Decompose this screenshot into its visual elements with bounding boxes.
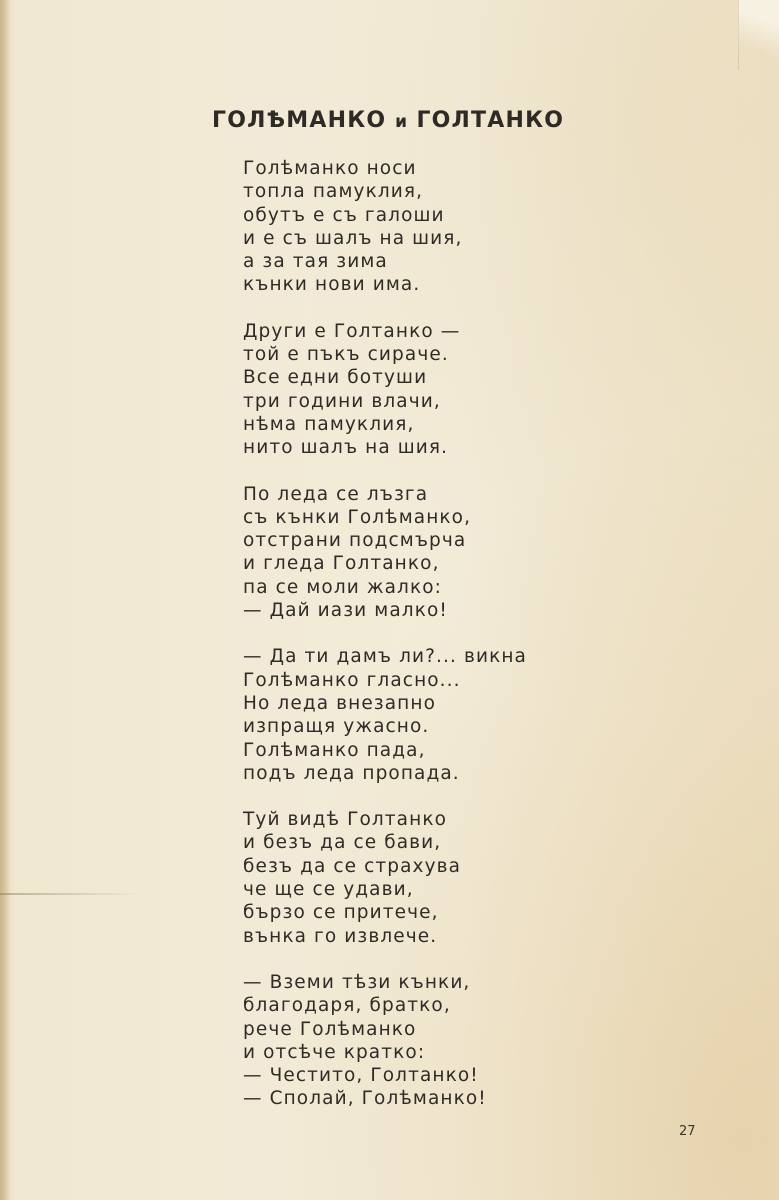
stanza-3 — [243, 483, 573, 623]
poem-line: Голѣманко гласно... — [243, 669, 461, 691]
stanza-1 — [243, 157, 573, 297]
poem-title-part1: ГОЛѢМАНКО — [212, 108, 387, 133]
poem-line: Но леда внезапно — [243, 692, 436, 714]
stanza-5 — [243, 808, 573, 948]
poem-line: топла памуклия, — [243, 181, 424, 203]
poem-body — [243, 157, 573, 1134]
page-spine-shadow — [0, 0, 10, 1200]
poem-line: отстрани подсмърча — [243, 530, 467, 552]
stanza-4 — [243, 645, 573, 785]
poem-line: нѣма памуклия, — [243, 413, 415, 435]
poem-line: три години влачи, — [243, 390, 441, 412]
poem-title — [212, 108, 565, 133]
poem-line: той е пъкъ сираче. — [243, 344, 449, 366]
poem-line: По леда се лъзга — [243, 483, 429, 505]
poem-line: и е съ шалъ на шия, — [243, 227, 463, 249]
poem-line: че ще се удави, — [243, 879, 414, 901]
poem-line: рече Голѣманко — [243, 1018, 417, 1040]
poem-line: Други е Голтанко — — [243, 320, 461, 342]
poem-line: подъ леда пропада. — [243, 762, 460, 784]
poem-line: Туй видѣ Голтанко — [243, 809, 448, 831]
poem-line: вънка го извлече. — [243, 925, 438, 947]
poem-line: — Сполай, Голѣманко! — [243, 1088, 487, 1110]
page-corner-curl — [738, 0, 779, 70]
poem-line: — Дай иази малко! — [243, 600, 448, 622]
poem-line: Голѣманко носи — [243, 158, 417, 179]
poem-line: а за тая зима — [243, 251, 388, 273]
stanza-6 — [243, 971, 573, 1111]
poem-line: благодаря, братко, — [243, 995, 451, 1017]
poem-title-part2: ГОЛТАНКО — [416, 108, 565, 133]
poem-line: — Да ти дамъ ли?... викна — [243, 646, 527, 668]
poem-line: и отсѣче кратко: — [243, 1041, 426, 1063]
poem-line: Все едни ботуши — [243, 367, 428, 389]
poem-line: Голѣманко пада, — [243, 739, 426, 761]
poem-line: па се моли жалко: — [243, 576, 443, 598]
page-number: 27 — [679, 1124, 696, 1139]
poem-line: безъ да се страхува — [243, 855, 462, 877]
poem-line: — Честито, Голтанко! — [243, 1065, 479, 1087]
poem-line: кънки нови има. — [243, 274, 421, 296]
poem-line: — Вземи тѣзи кънки, — [243, 971, 471, 993]
poem-line: и гледа Голтанко, — [243, 553, 440, 575]
poem-line: бързо се притече, — [243, 902, 439, 924]
poem-line: съ кънки Голѣманко, — [243, 506, 472, 528]
poem-line: и безъ да се бави, — [243, 832, 442, 854]
poem-line: обутъ е съ галоши — [243, 204, 445, 226]
poem-line: нито шалъ на шия. — [243, 437, 449, 459]
stanza-2 — [243, 320, 573, 460]
poem-title-conjunction: и — [395, 112, 408, 132]
poem-line: изпращя ужасно. — [243, 716, 430, 738]
page-fold-crease — [0, 893, 140, 895]
